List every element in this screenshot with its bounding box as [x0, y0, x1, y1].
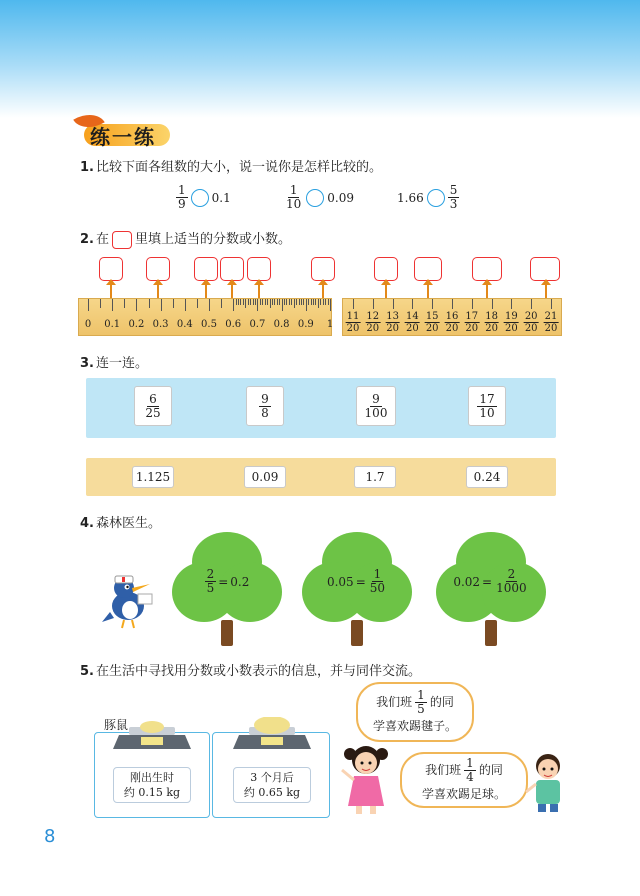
ruler-tick — [323, 299, 324, 305]
ruler-tick — [551, 299, 552, 309]
numerator: 1 — [373, 567, 382, 581]
denominator: 20 — [346, 323, 360, 334]
q3-number: 3. — [80, 356, 94, 371]
denominator: 10 — [286, 197, 302, 211]
arrow-up-icon — [486, 281, 488, 299]
numerator: 6 — [149, 391, 157, 406]
ruler-tick — [325, 299, 326, 305]
ruler-tick — [289, 299, 290, 305]
numerator: 9 — [261, 391, 269, 406]
arrow-up-icon — [157, 281, 159, 299]
equals-sign: = — [218, 574, 229, 589]
ruler-tick — [250, 299, 251, 305]
numerator: 21 — [544, 311, 558, 322]
q2-text-before: 在 — [95, 232, 109, 247]
scale-icon — [229, 717, 315, 753]
scale-readout — [233, 767, 311, 803]
ruler-fraction-label — [544, 311, 559, 334]
denominator: 20 — [524, 323, 538, 334]
ruler-tick — [88, 299, 89, 311]
scale-panel — [212, 732, 330, 818]
decimal-card[interactable]: 0.09 — [244, 466, 286, 488]
ruler-label: 0.6 — [225, 319, 242, 330]
q2-number: 2. — [80, 232, 94, 247]
bubble-text: 的同 — [429, 695, 454, 709]
tree-equation — [436, 568, 546, 595]
bubble-text: 学喜欢踢足球。 — [421, 786, 506, 801]
numerator: 1 — [289, 183, 298, 197]
section-title: 练一练 — [90, 125, 156, 149]
answer-box[interactable] — [472, 257, 502, 281]
ruler-tick — [260, 299, 261, 305]
denominator: 20 — [406, 323, 419, 334]
answer-box[interactable] — [220, 257, 244, 281]
ruler-tick — [233, 299, 234, 311]
arrow-up-icon — [322, 281, 324, 299]
value: 1.66 — [397, 190, 424, 205]
arrow-up-icon — [205, 281, 207, 299]
woodpecker-doctor-illustration — [100, 572, 162, 630]
bubble-text: 的同 — [478, 763, 503, 777]
compare-circle-input[interactable] — [306, 189, 324, 207]
q1-item-2 — [284, 184, 354, 211]
value: 0.1 — [211, 190, 231, 205]
denominator: 20 — [544, 323, 558, 334]
ruler-tick — [306, 299, 307, 311]
tree-card[interactable] — [302, 532, 412, 644]
ruler-tick — [265, 299, 266, 305]
numerator: 1 — [466, 755, 474, 770]
ruler-decimal — [78, 298, 332, 336]
arrow-up-icon — [231, 281, 233, 299]
section-badge — [76, 118, 172, 148]
numerator: 16 — [445, 311, 459, 322]
ruler-tick — [272, 299, 273, 305]
denominator: 20 — [386, 323, 399, 334]
ruler-tick — [301, 299, 302, 305]
decimal-band — [86, 458, 556, 496]
ruler-tick — [173, 299, 174, 308]
tree-trunk — [221, 620, 233, 646]
ruler-tick — [313, 299, 314, 305]
numerator: 1 — [178, 183, 186, 197]
denominator: 20 — [485, 323, 498, 334]
ruler-tick — [315, 299, 316, 305]
ruler-tick — [240, 299, 241, 305]
ruler-tick — [511, 299, 512, 309]
ruler-fraction-label — [405, 311, 420, 334]
ruler-tick — [393, 299, 394, 309]
ruler-tick — [320, 299, 321, 305]
denominator: 4 — [466, 769, 474, 784]
tree-equation — [302, 568, 412, 595]
q5-number: 5. — [80, 664, 94, 679]
q2-prompt — [80, 228, 291, 249]
ruler-tick — [282, 299, 283, 311]
denominator: 25 — [145, 405, 161, 420]
q1-text: 比较下面各组数的大小，说一说你是怎样比较的。 — [95, 160, 382, 175]
q1-number: 1. — [80, 160, 94, 175]
decimal-card[interactable]: 1.7 — [354, 466, 396, 488]
answer-box[interactable] — [311, 257, 335, 281]
ruler-tick — [243, 299, 244, 305]
equals-sign: = — [355, 574, 366, 589]
ruler-tick — [432, 299, 433, 309]
denominator: 3 — [449, 197, 458, 211]
boy-illustration — [524, 750, 572, 814]
ruler-tick — [185, 299, 186, 311]
q3-text: 连一连。 — [95, 356, 148, 371]
speech-bubble — [356, 682, 474, 742]
ruler-tick — [270, 299, 271, 308]
ruler-tick — [161, 299, 162, 311]
scale-panel — [94, 732, 210, 818]
q4-number: 4. — [80, 516, 94, 531]
ruler-tick — [248, 299, 249, 305]
answer-box-icon — [112, 231, 132, 249]
arrow-up-icon — [258, 281, 260, 299]
numerator: 12 — [366, 311, 380, 322]
ruler-tick — [197, 299, 198, 308]
ruler-label: 0.9 — [297, 319, 314, 330]
numerator: 2 — [206, 567, 215, 581]
denominator: 10 — [479, 405, 495, 420]
tree-card[interactable] — [436, 532, 546, 644]
numerator: 15 — [425, 311, 439, 322]
value: 0.02 — [453, 574, 481, 589]
tree-equation — [172, 568, 282, 595]
scale-readout — [113, 767, 191, 803]
value: 0.2 — [230, 574, 250, 589]
denominator: 1000 — [496, 581, 527, 595]
ruler-fraction-label — [365, 311, 380, 334]
ruler-tick — [294, 299, 295, 308]
numerator: 17 — [465, 311, 479, 322]
q2-text-after: 里填上适当的分数或小数。 — [135, 232, 292, 247]
ruler-tick — [472, 299, 473, 309]
ruler-tick — [257, 299, 258, 311]
ruler-tick — [274, 299, 275, 305]
numerator: 19 — [505, 311, 518, 322]
ruler-tick — [291, 299, 292, 305]
answer-box[interactable] — [99, 257, 123, 281]
denominator: 20 — [425, 323, 439, 334]
ruler-tick — [492, 299, 493, 309]
q1-item-1 — [176, 184, 231, 211]
girl-illustration — [340, 740, 396, 816]
q1-prompt — [80, 156, 382, 175]
ruler-tick — [328, 299, 329, 305]
ruler-tick — [296, 299, 297, 305]
equals-sign: = — [482, 574, 493, 589]
readout-line: 约 0.65 kg — [243, 786, 301, 799]
ruler-fraction-label — [425, 311, 440, 334]
ruler-label: 1 — [326, 319, 334, 330]
numerator: 11 — [346, 311, 360, 322]
answer-box[interactable] — [374, 257, 398, 281]
ruler-fraction-label — [385, 311, 400, 334]
readout-line: 约 0.15 kg — [123, 786, 181, 799]
ruler-tick — [253, 299, 254, 305]
numerator: 13 — [386, 311, 399, 322]
ruler-tick — [531, 299, 532, 309]
speech-bubble — [400, 752, 528, 808]
denominator: 100 — [364, 405, 388, 420]
compare-circle-input[interactable] — [191, 189, 209, 207]
ruler-tick — [100, 299, 101, 308]
value: 0.09 — [327, 190, 354, 205]
numerator: 20 — [524, 311, 538, 322]
ruler-tick — [238, 299, 239, 305]
arrow-up-icon — [110, 281, 112, 299]
ruler-fraction-label — [484, 311, 499, 334]
q5-text: 在生活中寻找用分数或小数表示的信息，并与同伴交流。 — [95, 664, 421, 679]
arrow-up-icon — [427, 281, 429, 299]
answer-box[interactable] — [146, 257, 170, 281]
scale-icon — [109, 721, 195, 753]
decimal-card[interactable]: 0.24 — [466, 466, 508, 488]
denominator: 8 — [261, 405, 269, 420]
ruler-fraction — [342, 298, 562, 336]
fraction-band — [86, 378, 556, 438]
ruler-tick — [452, 299, 453, 309]
ruler-tick — [267, 299, 268, 305]
tree-trunk — [351, 620, 363, 646]
ruler-tick — [136, 299, 137, 311]
bubble-text: 我们班 — [376, 695, 413, 709]
ruler-fraction-label — [464, 311, 479, 334]
ruler-fraction-label — [504, 311, 519, 334]
numerator: 9 — [372, 391, 380, 406]
numerator: 5 — [449, 183, 458, 197]
ruler-label: 0 — [84, 319, 92, 330]
header-gradient — [0, 0, 640, 118]
ruler-tick — [209, 299, 210, 311]
tree-card[interactable] — [172, 532, 282, 644]
bubble-text: 我们班 — [425, 763, 462, 777]
ruler-tick — [255, 299, 256, 305]
ruler-tick — [236, 299, 237, 305]
ruler-fraction-label — [524, 311, 539, 334]
tree-trunk — [485, 620, 497, 646]
readout-line: 刚出生时 — [130, 771, 174, 784]
denominator: 9 — [178, 197, 186, 211]
q4-prompt — [80, 512, 161, 531]
ruler-tick — [311, 299, 312, 305]
ruler-tick — [412, 299, 413, 309]
q3-prompt — [80, 352, 148, 371]
ruler-fraction-label — [346, 311, 361, 334]
fraction-card[interactable] — [468, 386, 506, 426]
ruler-tick — [262, 299, 263, 305]
page-number: 8 — [44, 826, 56, 847]
ruler-tick — [221, 299, 222, 308]
arrow-up-icon — [385, 281, 387, 299]
fraction-card[interactable] — [134, 386, 172, 426]
q5-prompt — [80, 660, 421, 679]
ruler-tick — [299, 299, 300, 305]
numerator: 17 — [479, 391, 495, 406]
value: 0.05 — [326, 574, 354, 589]
q4-text: 森林医生。 — [95, 516, 161, 531]
fraction — [284, 184, 303, 211]
ruler-tick — [124, 299, 125, 308]
fraction-card[interactable] — [246, 386, 284, 426]
numerator: 1 — [417, 687, 425, 702]
answer-box[interactable] — [194, 257, 218, 281]
denominator: 20 — [366, 323, 380, 334]
decimal-card[interactable]: 1.125 — [132, 466, 174, 488]
answer-box[interactable] — [247, 257, 271, 281]
ruler-label: 0.8 — [273, 319, 290, 330]
ruler-tick — [308, 299, 309, 305]
ruler-tick — [279, 299, 280, 305]
answer-box[interactable] — [530, 257, 560, 281]
arrow-up-icon — [545, 281, 547, 299]
ruler-tick — [330, 299, 331, 311]
denominator: 50 — [369, 581, 386, 595]
readout-line: 3 个月后 — [250, 771, 294, 784]
q1-item-3 — [397, 184, 459, 211]
ruler-tick — [112, 299, 113, 311]
fraction — [176, 184, 188, 211]
ruler-fraction-label — [445, 311, 460, 334]
ruler-label: 0.3 — [152, 319, 169, 330]
denominator: 5 — [206, 581, 215, 595]
compare-circle-input[interactable] — [427, 189, 445, 207]
ruler-tick — [373, 299, 374, 309]
numerator: 18 — [485, 311, 498, 322]
ruler-tick — [318, 299, 319, 308]
ruler-tick — [277, 299, 278, 305]
ruler-tick — [286, 299, 287, 305]
denominator: 20 — [445, 323, 459, 334]
ruler-label: 0.7 — [249, 319, 266, 330]
ruler-tick — [353, 299, 354, 309]
ruler-tick — [245, 299, 246, 308]
ruler-tick — [284, 299, 285, 305]
numerator: 2 — [507, 567, 516, 581]
ruler-tick — [303, 299, 304, 305]
ruler-label: 0.4 — [176, 319, 193, 330]
numerator: 14 — [406, 311, 419, 322]
animal-label: 豚鼠 — [104, 718, 129, 732]
fraction — [448, 184, 460, 211]
denominator: 20 — [505, 323, 518, 334]
ruler-label: 0.1 — [104, 319, 121, 330]
answer-box[interactable] — [414, 257, 442, 281]
ruler-label: 0.5 — [201, 319, 217, 330]
denominator: 20 — [465, 323, 479, 334]
ruler-label: 0.2 — [128, 319, 145, 330]
ruler-tick — [149, 299, 150, 308]
bubble-text: 学喜欢踢毽子。 — [372, 718, 457, 733]
denominator: 5 — [417, 701, 425, 716]
fraction-card[interactable] — [356, 386, 396, 426]
